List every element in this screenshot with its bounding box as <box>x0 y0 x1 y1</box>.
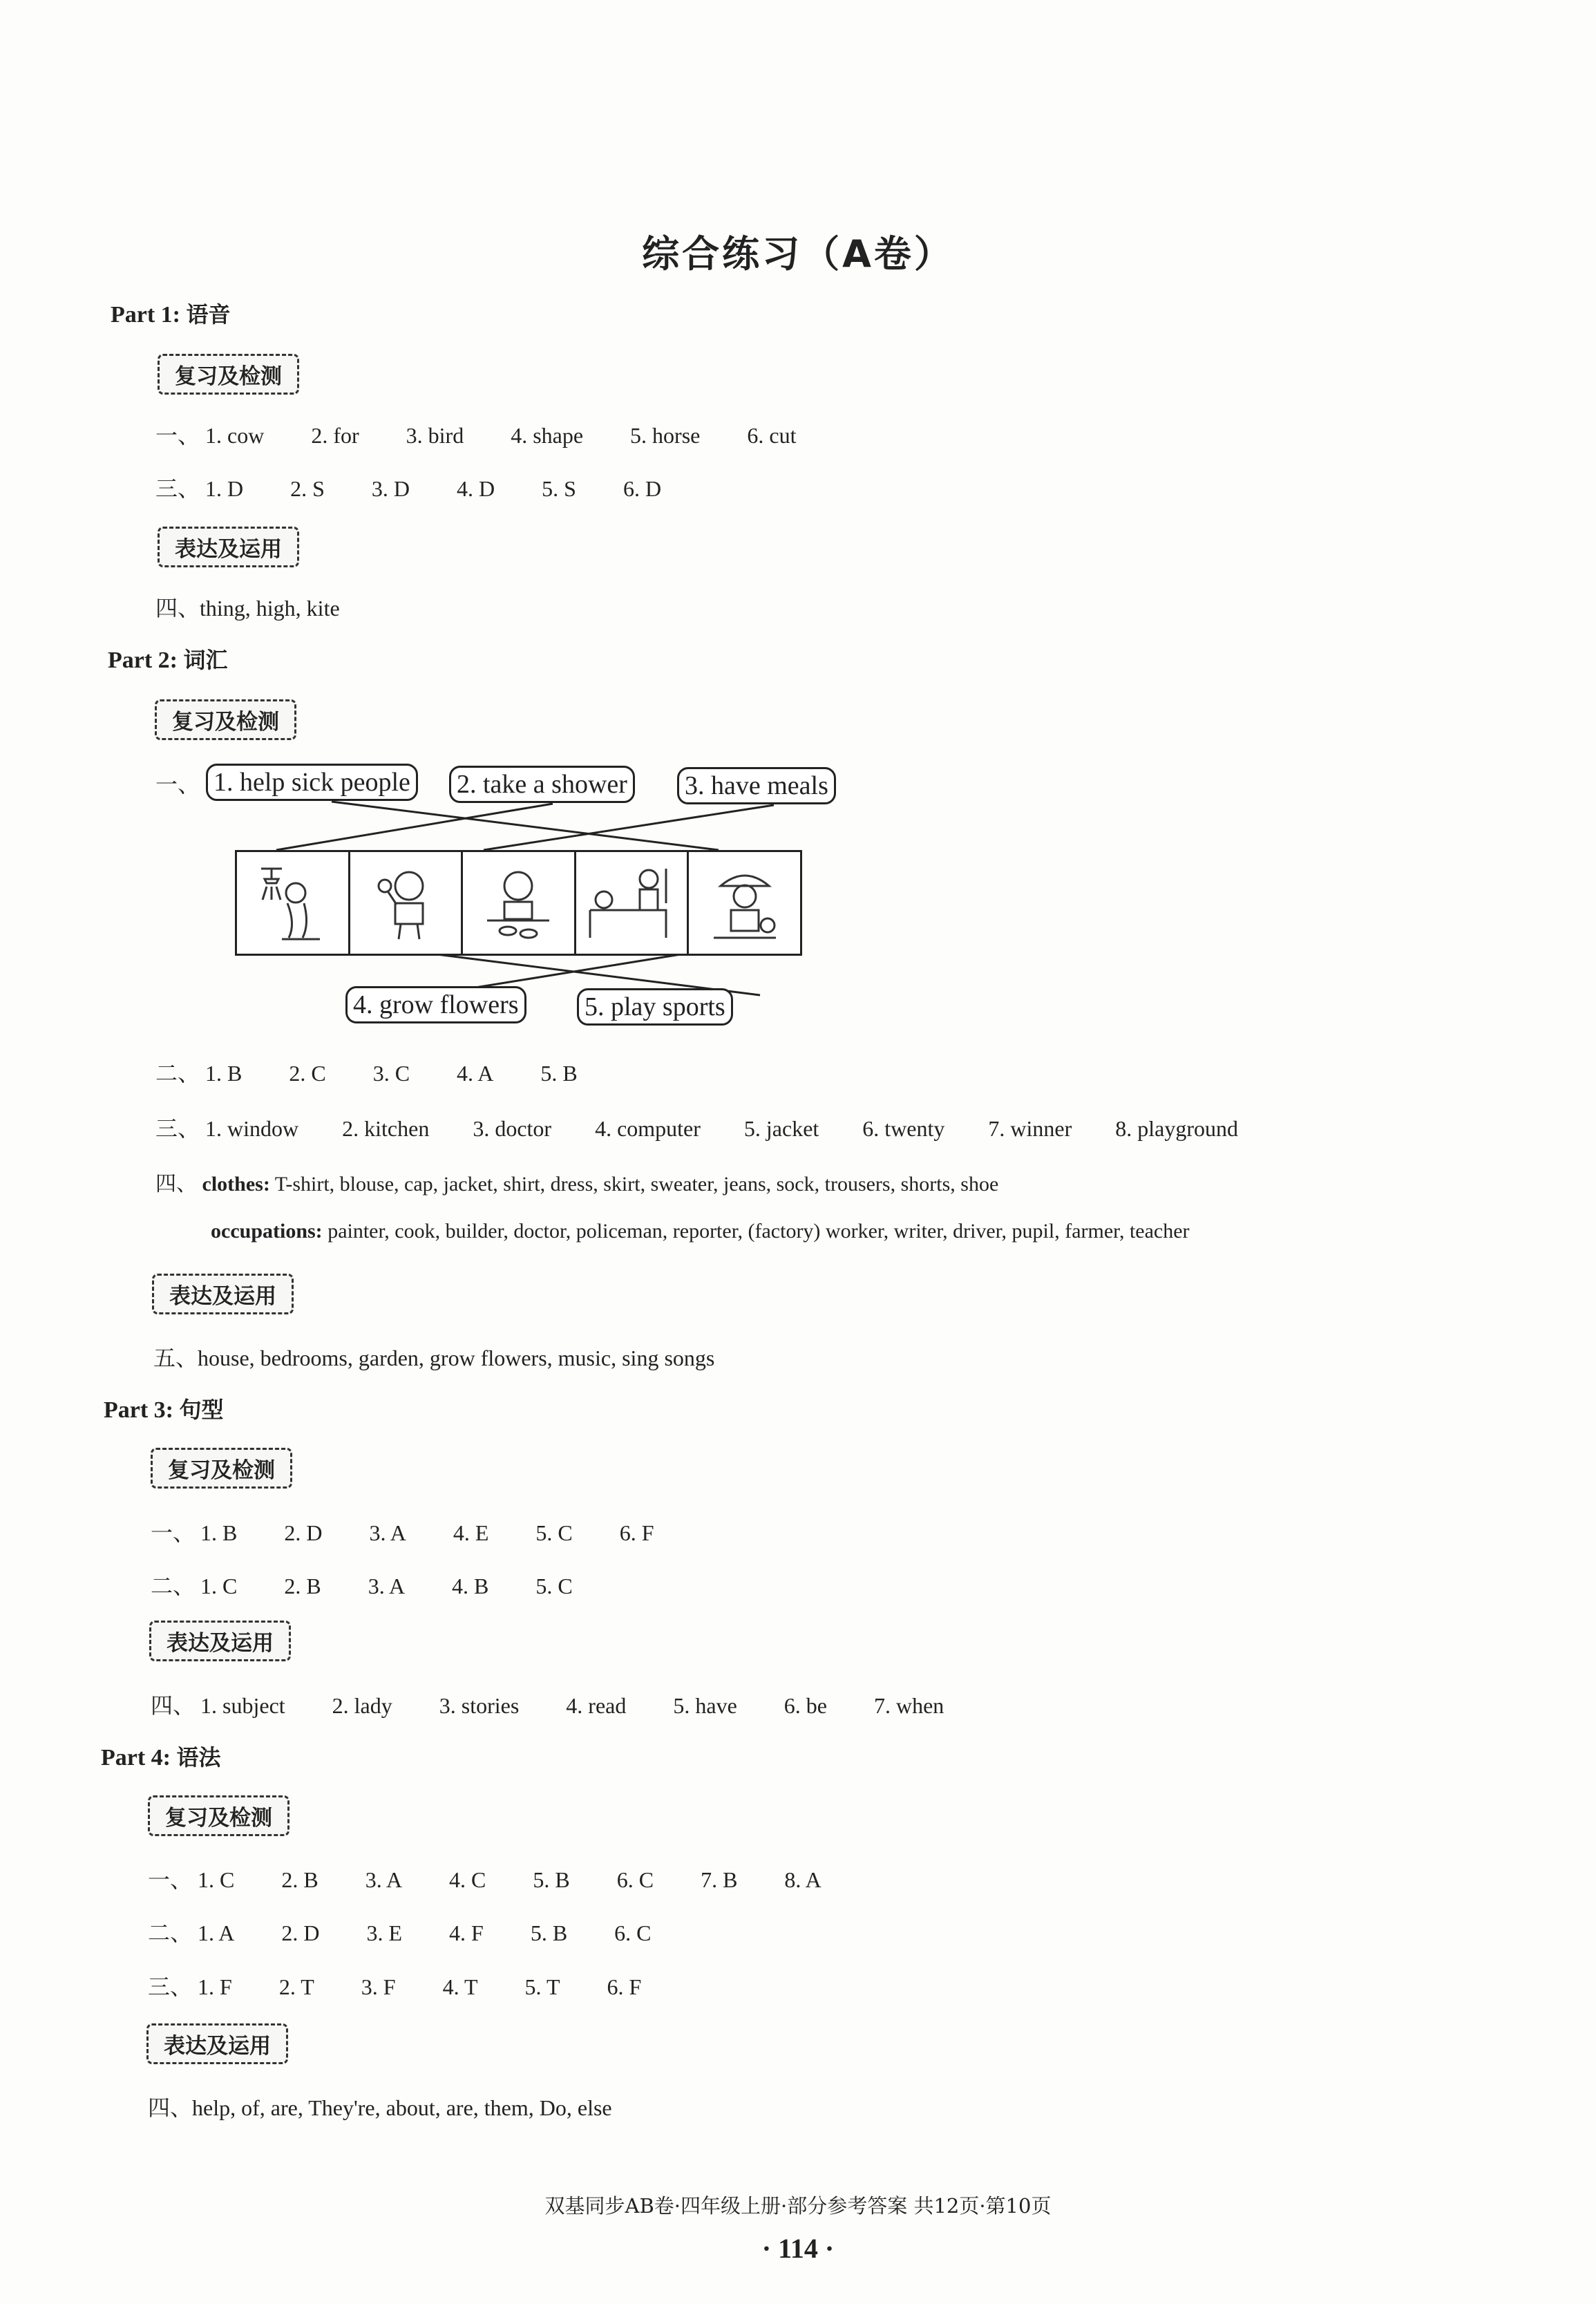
q-prefix: 二、 <box>155 1061 200 1086</box>
answer: 4. A <box>457 1061 494 1086</box>
part2-q5: 五、house, bedrooms, garden, grow flowers, music, sing songs <box>153 1345 715 1370</box>
picture-strip <box>235 850 802 956</box>
answer: 1. B <box>205 1061 243 1086</box>
answer: 8. A <box>784 1867 821 1892</box>
answer: 4. read <box>566 1693 627 1718</box>
answer: 5. C <box>535 1574 573 1598</box>
q-prefix: 三、 <box>148 1974 193 1999</box>
answer: 1. A <box>198 1920 235 1945</box>
child-icon <box>368 862 444 945</box>
answer: 1. window <box>205 1116 299 1141</box>
caption-take-a-shower: 2. take a shower <box>449 766 635 803</box>
answer: 2. S <box>290 476 325 501</box>
q-prefix: 二、 <box>151 1574 196 1598</box>
part2-name: 词汇 <box>183 647 228 673</box>
footer-text: 双基同步AB卷·四年级上册·部分参考答案 共12页·第10页 <box>544 2194 1052 2218</box>
have-meals-picture <box>463 852 576 954</box>
answer: 3. stories <box>439 1693 520 1718</box>
answer: 2. D <box>281 1920 320 1945</box>
play-sports-picture <box>689 852 800 954</box>
answer: 3. E <box>366 1920 403 1945</box>
answer: 5. T <box>524 1974 560 1999</box>
answer: 4. D <box>457 476 495 501</box>
part4-q3 <box>148 1970 683 2001</box>
q-prefix: 一、 <box>148 1867 193 1892</box>
answer: 6. F <box>607 1974 642 1999</box>
part3-q2 <box>151 1569 614 1600</box>
part3-label: Part 3: <box>104 1397 174 1423</box>
answer: 1. C <box>200 1574 238 1598</box>
part4-q2 <box>148 1916 693 1947</box>
q-prefix: 四、 <box>151 1693 196 1718</box>
part2-review-tag: 复习及检测 <box>155 699 296 740</box>
part1-name: 语音 <box>186 301 231 328</box>
part4-q1 <box>148 1862 863 1894</box>
shower-icon <box>254 862 330 945</box>
answer: 4. T <box>442 1974 478 1999</box>
answer: 3. doctor <box>473 1116 552 1141</box>
part3-name: 句型 <box>179 1397 224 1423</box>
answer: 4. B <box>452 1574 489 1598</box>
answer: 5. have <box>673 1693 737 1718</box>
part4-apply-tag: 表达及运用 <box>146 2023 288 2064</box>
answer: 5. B <box>533 1867 570 1892</box>
answer: 1. subject <box>200 1693 285 1718</box>
answer: 1. D <box>205 476 244 501</box>
answer: 3. A <box>368 1574 406 1598</box>
answer: 3. A <box>369 1520 406 1545</box>
answer: 1. cow <box>205 423 265 448</box>
grow-flowers-picture <box>350 852 464 954</box>
part2-q2 <box>155 1056 619 1088</box>
q-prefix: 三、 <box>155 476 200 501</box>
part4-review-tag: 复习及检测 <box>148 1795 289 1836</box>
part3-q4 <box>151 1688 985 1720</box>
answer: 2. C <box>289 1061 326 1086</box>
part1-apply-tag: 表达及运用 <box>158 527 299 567</box>
answer: 2. kitchen <box>342 1116 430 1141</box>
answer: 5. B <box>540 1061 578 1086</box>
help-sick-people-picture <box>576 852 690 954</box>
occupations-label: occupations: <box>211 1220 323 1243</box>
answer: 4. E <box>453 1520 489 1545</box>
answer: 3. A <box>365 1867 403 1892</box>
shower-picture <box>237 852 350 954</box>
answer: 2. D <box>284 1520 323 1545</box>
answer: 8. playground <box>1115 1116 1238 1141</box>
q-prefix: 四、 <box>155 1173 197 1196</box>
clothes-label: clothes: <box>202 1173 270 1196</box>
answer: 1. C <box>198 1867 235 1892</box>
answer: 1. F <box>198 1974 232 1999</box>
answer: 1. B <box>200 1520 238 1545</box>
answer: 6. C <box>616 1867 654 1892</box>
part2-apply-tag: 表达及运用 <box>152 1274 294 1314</box>
q-prefix: 二、 <box>148 1920 193 1945</box>
answer: 2. T <box>278 1974 314 1999</box>
answer: 5. S <box>542 476 576 501</box>
part1-review-tag: 复习及检测 <box>158 354 299 395</box>
answer: 5. jacket <box>743 1116 819 1141</box>
farmer-icon <box>707 862 783 945</box>
part1-label: Part 1: <box>111 302 181 328</box>
answer: 3. bird <box>406 423 464 448</box>
answer: 6. D <box>623 476 662 501</box>
answer: 6. F <box>619 1520 654 1545</box>
q-prefix: 一、 <box>151 1520 196 1545</box>
answer: 6. be <box>783 1693 827 1718</box>
answer: 7. winner <box>988 1116 1072 1141</box>
answer: 2. B <box>281 1867 319 1892</box>
answer: 2. for <box>311 423 359 448</box>
part2-q4-clothes <box>155 1167 998 1197</box>
part4-heading <box>101 1740 221 1772</box>
answer: 2. B <box>284 1574 321 1598</box>
page-title: 综合练习（A卷） <box>642 232 954 276</box>
part4-label: Part 4: <box>101 1745 171 1771</box>
part3-review-tag: 复习及检测 <box>151 1448 292 1489</box>
answer: 5. B <box>530 1920 568 1945</box>
answer: 4. shape <box>511 423 584 448</box>
answer: 3. D <box>371 476 410 501</box>
q-prefix: 一、 <box>155 423 200 448</box>
answer: 5. C <box>535 1520 573 1545</box>
clothes-list: T-shirt, blouse, cap, jacket, shirt, dress, skirt, sweater, jeans, sock, trousers, shorts, shoe <box>274 1173 999 1196</box>
answer: 7. B <box>701 1867 738 1892</box>
answer: 4. F <box>449 1920 484 1945</box>
part3-q1 <box>151 1515 696 1547</box>
caption-grow-flowers: 4. grow flowers <box>345 986 526 1023</box>
eating-boy-icon <box>480 862 556 945</box>
part4-q4: 四、help, of, are, They're, about, are, them, Do, else <box>148 2095 612 2120</box>
answer: 6. twenty <box>862 1116 945 1141</box>
part2-label: Part 2: <box>108 648 178 673</box>
answer: 4. computer <box>595 1116 701 1141</box>
answer: 3. F <box>361 1974 396 1999</box>
answer: 7. when <box>873 1693 944 1718</box>
part3-apply-tag: 表达及运用 <box>149 1621 291 1661</box>
part4-name: 语法 <box>176 1744 221 1771</box>
hospital-bed-icon <box>583 862 680 945</box>
part2-q3 <box>155 1111 1238 1143</box>
caption-play-sports: 5. play sports <box>577 988 733 1026</box>
part3-heading <box>104 1392 224 1424</box>
answer: 5. horse <box>630 423 701 448</box>
answer: 4. C <box>449 1867 486 1892</box>
answer: 6. C <box>614 1920 652 1945</box>
answer: 3. C <box>372 1061 410 1086</box>
part2-q1-prefix: 一、 <box>155 772 200 797</box>
q-prefix: 三、 <box>155 1116 200 1141</box>
answer: 2. lady <box>332 1693 392 1718</box>
part2-q4-occupations <box>211 1220 1190 1243</box>
occupations-list: painter, cook, builder, doctor, policeman, reporter, (factory) worker, writer, driver, pupil, farmer, teacher <box>327 1220 1190 1243</box>
answer: 6. cut <box>747 423 797 448</box>
caption-help-sick-people: 1. help sick people <box>206 764 418 801</box>
caption-have-meals: 3. have meals <box>677 767 836 804</box>
part1-q4: 四、thing, high, kite <box>155 596 340 621</box>
page-number: · 114 · <box>761 2233 835 2264</box>
